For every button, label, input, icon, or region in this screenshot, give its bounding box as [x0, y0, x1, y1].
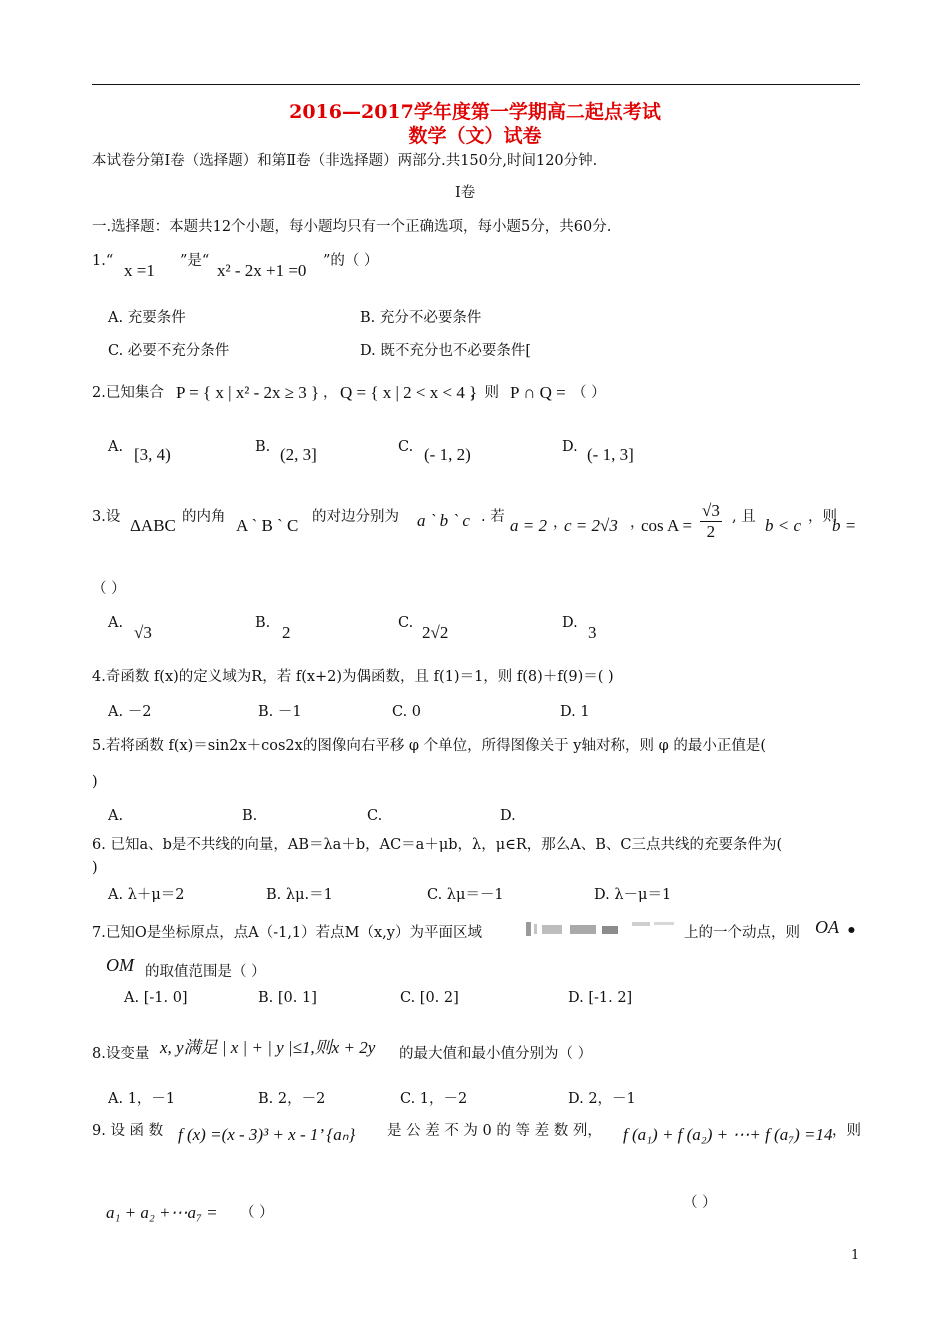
q9-mid: 是 公 差 不 为 0 的 等 差 数 列， [387, 1123, 602, 1139]
q1-option-c: C. 必要不充分条件 [108, 343, 230, 359]
q3-text1: 的内角 [182, 509, 226, 525]
section-heading: 一.选择题：本题共12个小题，每小题均只有一个正确选项，每小题5分，共60分. [92, 219, 612, 235]
q1-lead: 1.“ [92, 253, 114, 269]
q9-function: f (x) =(x - 3)³ + x - 1’ {aₙ} [178, 1125, 356, 1144]
q2-lead: 2.已知集合 [92, 385, 164, 401]
q5-stem: 5.若将函数 f(x)＝sin2x＋cos2x的图像向右平移 φ 个单位，所得图像关于 y轴对称，则 φ 的最小正值是( [92, 738, 767, 754]
q2-expr: P ∩ Q = [510, 383, 566, 402]
q3-option-c: 2√2 [422, 623, 449, 642]
q4-option-c: C. 0 [392, 704, 422, 720]
q9-blank-right: （ ） [683, 1195, 717, 1211]
q7-option-c: C. [0. 2] [400, 990, 459, 1006]
q9-lead: 9. 设 函 数 [92, 1123, 164, 1139]
q3-cos-fraction [700, 501, 722, 542]
q6-stem-cont: ) [92, 860, 98, 876]
q3-text3: . 若 [481, 509, 505, 525]
q7-dot-operator: • [846, 921, 857, 941]
q1-option-d: D. 既不充分也不必要条件[ [360, 343, 531, 359]
q1-mid: ”是“ [180, 253, 210, 269]
region-inequality-image [522, 918, 680, 940]
q5-option-c: C. [367, 808, 383, 824]
q3-text4: , 且 [732, 509, 756, 525]
q3-triangle: ΔABC [130, 516, 176, 535]
q6-option-a: A. λ＋μ＝2 [108, 887, 185, 903]
q3-cos-a: cos A = [641, 516, 693, 535]
q2-blank: （ ） [572, 385, 606, 401]
q3-a-value: a = 2 [510, 516, 547, 535]
q3-option-c-label: C. [398, 615, 414, 631]
q7-option-d: D. [-1. 2] [568, 990, 633, 1006]
q6-option-b: B. λμ.＝1 [266, 887, 333, 903]
q3-option-a: √3 [134, 623, 152, 642]
volume-heading: Ⅰ卷 [455, 185, 476, 201]
q8-tail: 的最大值和最小值分别为（ ） [399, 1046, 593, 1062]
q3-sep1: ， [553, 515, 568, 531]
q7-stem-cont: 的取值范围是（ ） [145, 964, 266, 980]
q6-option-c: C. λμ＝－1 [427, 887, 504, 903]
exam-subtitle: 数学（文）试卷 [408, 125, 542, 147]
q9-tail: ，则 [832, 1123, 861, 1139]
q4-option-d: D. 1 [560, 704, 590, 720]
top-rule [92, 84, 860, 85]
q3-option-a-label: A. [108, 615, 124, 631]
q3-sides: a ` b ` c [417, 511, 470, 530]
q6-stem: 6. 已知a、b是不共线的向量，AB＝λa＋b，AC＝a＋μb，λ，μ∈R，那么A、B、C三点共线的充要条件为( [92, 837, 783, 853]
q9-expression: a₁ + a₂ +⋯a₇ = [106, 1203, 218, 1222]
q5-option-d: D. [500, 808, 516, 824]
q9-blank: （ ） [240, 1205, 274, 1221]
fraction-denominator: 2 [706, 522, 716, 541]
q7-vector-om: OM [106, 955, 134, 975]
q4-option-a: A. －2 [108, 704, 152, 720]
q2-comma: ， [323, 385, 338, 401]
q3-blank: （ ） [92, 581, 126, 597]
intro-text: 本试卷分第Ⅰ卷（选择题）和第Ⅱ卷（非选择题）两部分.共150分,时间120分钟. [92, 153, 598, 169]
q1-cond1: x =1 [124, 261, 155, 280]
q3-b-variable: b = [832, 516, 857, 535]
q3-option-b: 2 [282, 623, 291, 642]
q2-option-c: (- 1, 2) [424, 445, 471, 464]
q3-text2: 的对边分别为 [312, 509, 399, 525]
q8-lead: 8.设变量 [92, 1046, 150, 1062]
q1-cond2: x² - 2x +1 =0 [217, 261, 307, 280]
q3-option-b-label: B. [255, 615, 271, 631]
q5-stem-cont: ) [92, 774, 98, 790]
q3-c-value: c = 2√3 [564, 516, 618, 535]
q1-option-a: A. 充要条件 [108, 310, 186, 326]
q5-option-a: A. [108, 808, 124, 824]
q3-sep2: ， [630, 515, 645, 531]
q8-expression: x, y满足 | x | + | y |≤1,则x + 2y [160, 1038, 376, 1057]
q6-option-d: D. λ－μ＝1 [594, 887, 672, 903]
q8-option-d: D. 2，－1 [568, 1091, 636, 1107]
q2-option-d: (- 1, 3] [587, 445, 634, 464]
q7-stem: 7.已知O是坐标原点，点A（-1,1）若点M（x,y）为平面区域 [92, 925, 482, 941]
q2-option-a: [3, 4) [134, 445, 171, 464]
q3-angles: A ` B ` C [236, 516, 299, 535]
q2-option-d-label: D. [562, 439, 578, 455]
q3-inequality: b < c [765, 516, 802, 535]
fraction-numerator: √3 [702, 501, 720, 520]
q9-sum: f (a₁) + f (a₂) + ⋯+ f (a₇) =14 [623, 1125, 833, 1144]
q3-option-d: 3 [588, 623, 597, 642]
q2-option-c-label: C. [398, 439, 414, 455]
q2-option-a-label: A. [108, 439, 124, 455]
q7-vector-oa: OA [815, 917, 839, 937]
q3-text5: ，则 [808, 509, 837, 525]
q2-set-p: P = { x | x² - 2x ≥ 3 } [176, 383, 320, 402]
q5-option-b: B. [242, 808, 258, 824]
q8-option-c: C. 1，－2 [400, 1091, 468, 1107]
q2-option-b: (2, 3] [280, 445, 317, 464]
q4-stem: 4.奇函数 f(x)的定义域为R，若 f(x+2)为偶函数，且 f(1)＝1，则 f(8)＋f(9)＝( ) [92, 669, 614, 685]
q8-option-b: B. 2，－2 [258, 1091, 326, 1107]
q2-option-b-label: B. [255, 439, 271, 455]
fraction [700, 501, 722, 542]
q2-tail: ，则 [470, 385, 499, 401]
q7-option-b: B. [0. 1] [258, 990, 317, 1006]
q8-option-a: A. 1，－1 [108, 1091, 176, 1107]
page-number: 1 [851, 1248, 860, 1263]
q7-tail: 上的一个动点，则 [684, 925, 800, 941]
exam-title: 2016—2017学年度第一学期高二起点考试 [289, 101, 661, 123]
q2-set-q: Q = { x | 2 < x < 4 } [340, 383, 478, 402]
q4-option-b: B. －1 [258, 704, 302, 720]
q3-lead: 3.设 [92, 509, 121, 525]
q3-option-d-label: D. [562, 615, 578, 631]
q1-option-b: B. 充分不必要条件 [360, 310, 482, 326]
q7-option-a: A. [-1. 0] [124, 990, 188, 1006]
q1-tail: ”的（ ） [323, 253, 379, 269]
